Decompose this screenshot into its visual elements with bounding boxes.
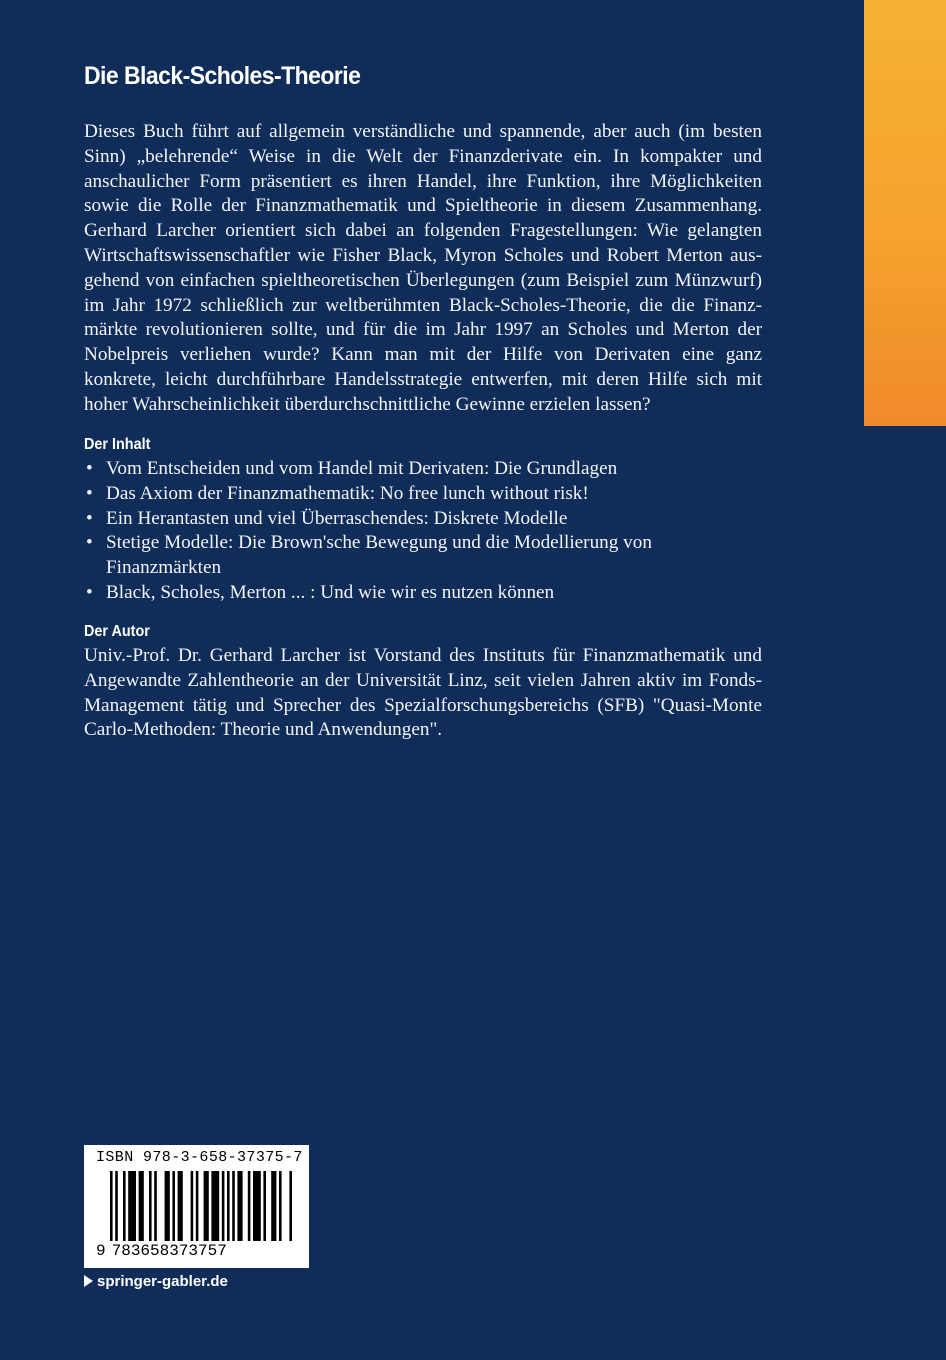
barcode-bar [227,1171,230,1241]
list-item-text: Ein Herantasten und viel Überraschendes: Diskrete Modelle [106,507,568,529]
barcode-bar [139,1171,144,1241]
list-item [84,581,762,606]
list-item-text: Das Axiom der Finanzmathematik: No free lunch without risk! [106,482,589,504]
barcode-bar [211,1171,219,1241]
barcode-bar [154,1171,157,1241]
blurb-text: Dieses Buch führt auf allgemein verständliche und spannende, aber auch (im besten Sinn) „belehrende“ Weise in die Welt der Finanzderivate ein. In kompakter und anschaulicher Form präsentiert es ihren Handel, ihre Funktion, ihre Möglichkeiten sowie die Rolle der Finanzmathematik und Spieltheorie in diesem Zusammenhang. Gerhard Larcher orientiert sich dabei an folgenden Fragestellungen: Wie gelangten Wirtschaftswissenschaftler wie Fisher Black, Myron Scholes und Robert Merton ausgehend von einfachen spieltheoretischen Überlegungen (zum Beispiel zum Münzwurf) im Jahr 1972 schließlich zur weltberühmten Black-Scholes-Theorie, die die Finanzmärkte revolutionieren sollte, und für die im Jahr 1997 an Scholes und Merton der Nobelpreis verliehen wurde? Kann man mit der Hilfe von Derivaten eine ganz konkrete, leicht durchführbare Handelsstrategie entwerfen, mit deren Hilfe sich mit hoher Wahrscheinlichkeit überdurchschnittliche Gewinne erzielen lassen? [84,121,762,415]
barcode-bar [279,1171,282,1241]
publisher-url: springer-gabler.de [97,1273,228,1290]
orange-accent-bar [864,0,946,426]
barcode-bar [263,1171,266,1241]
barcode-first-digit: 9 [96,1242,106,1260]
barcode-bar [191,1171,194,1241]
list-item [84,457,762,482]
barcode-digits [96,1242,227,1260]
barcode-bar [196,1171,199,1241]
list-item [84,531,762,581]
list-item [84,507,762,532]
contents-list [84,457,762,606]
barcode-bar [149,1171,152,1241]
bullet-icon: • [86,581,93,603]
barcode-bar [253,1171,261,1241]
bullet-icon: • [86,532,93,554]
barcode-bar [115,1171,118,1241]
isbn-label: ISBN 978-3-658-37375-7 [96,1149,303,1166]
barcode-bar [222,1171,225,1241]
barcode-number: 783658373757 [111,1242,227,1260]
barcode-bar [172,1171,175,1241]
isbn-barcode [84,1145,309,1268]
list-item-text: Vom Entscheiden und vom Handel mit Derivaten: Die Grundlagen [106,458,618,479]
barcode-bar [110,1171,113,1241]
barcode-icon [108,1171,298,1243]
barcode-bar [204,1171,209,1241]
barcode-bar [237,1171,242,1241]
barcode-bar [123,1171,126,1241]
author-bio: Univ.-Prof. Dr. Gerhard Larcher ist Vorstand des Instituts für Finanzmathematik und Angewandte Zahlentheorie an der Universität Linz, seit vielen Jahren aktiv im Fonds-Management tätig und Sprecher des Spezialforschungsbereichs (SFB) "Quasi-Monte Carlo-Methoden: Theorie und Anwendungen". [84,645,762,741]
list-item-text: Stetige Modelle: Die Brown'sche Bewegung und die Modellierung von Finanzmärkten [106,532,652,579]
barcode-bar [165,1171,170,1241]
bullet-icon: • [86,458,93,479]
barcode-bar [232,1171,235,1241]
bullet-icon: • [86,507,93,529]
list-item-text: Black, Scholes, Merton ... : Und wie wir es nutzen können [106,581,555,603]
barcode-bar [271,1171,276,1241]
barcode-bar [178,1171,183,1241]
contents-heading: Der Inhalt [84,436,151,453]
list-item [84,482,762,507]
barcode-bar [289,1171,292,1241]
book-title: Die Black-Scholes-Theorie [84,62,361,90]
arrow-right-icon [84,1275,93,1287]
publisher-link[interactable] [84,1273,228,1290]
barcode-bar [128,1171,136,1241]
author-heading: Der Autor [84,623,150,640]
barcode-bar [248,1171,251,1241]
bullet-icon: • [86,482,93,504]
